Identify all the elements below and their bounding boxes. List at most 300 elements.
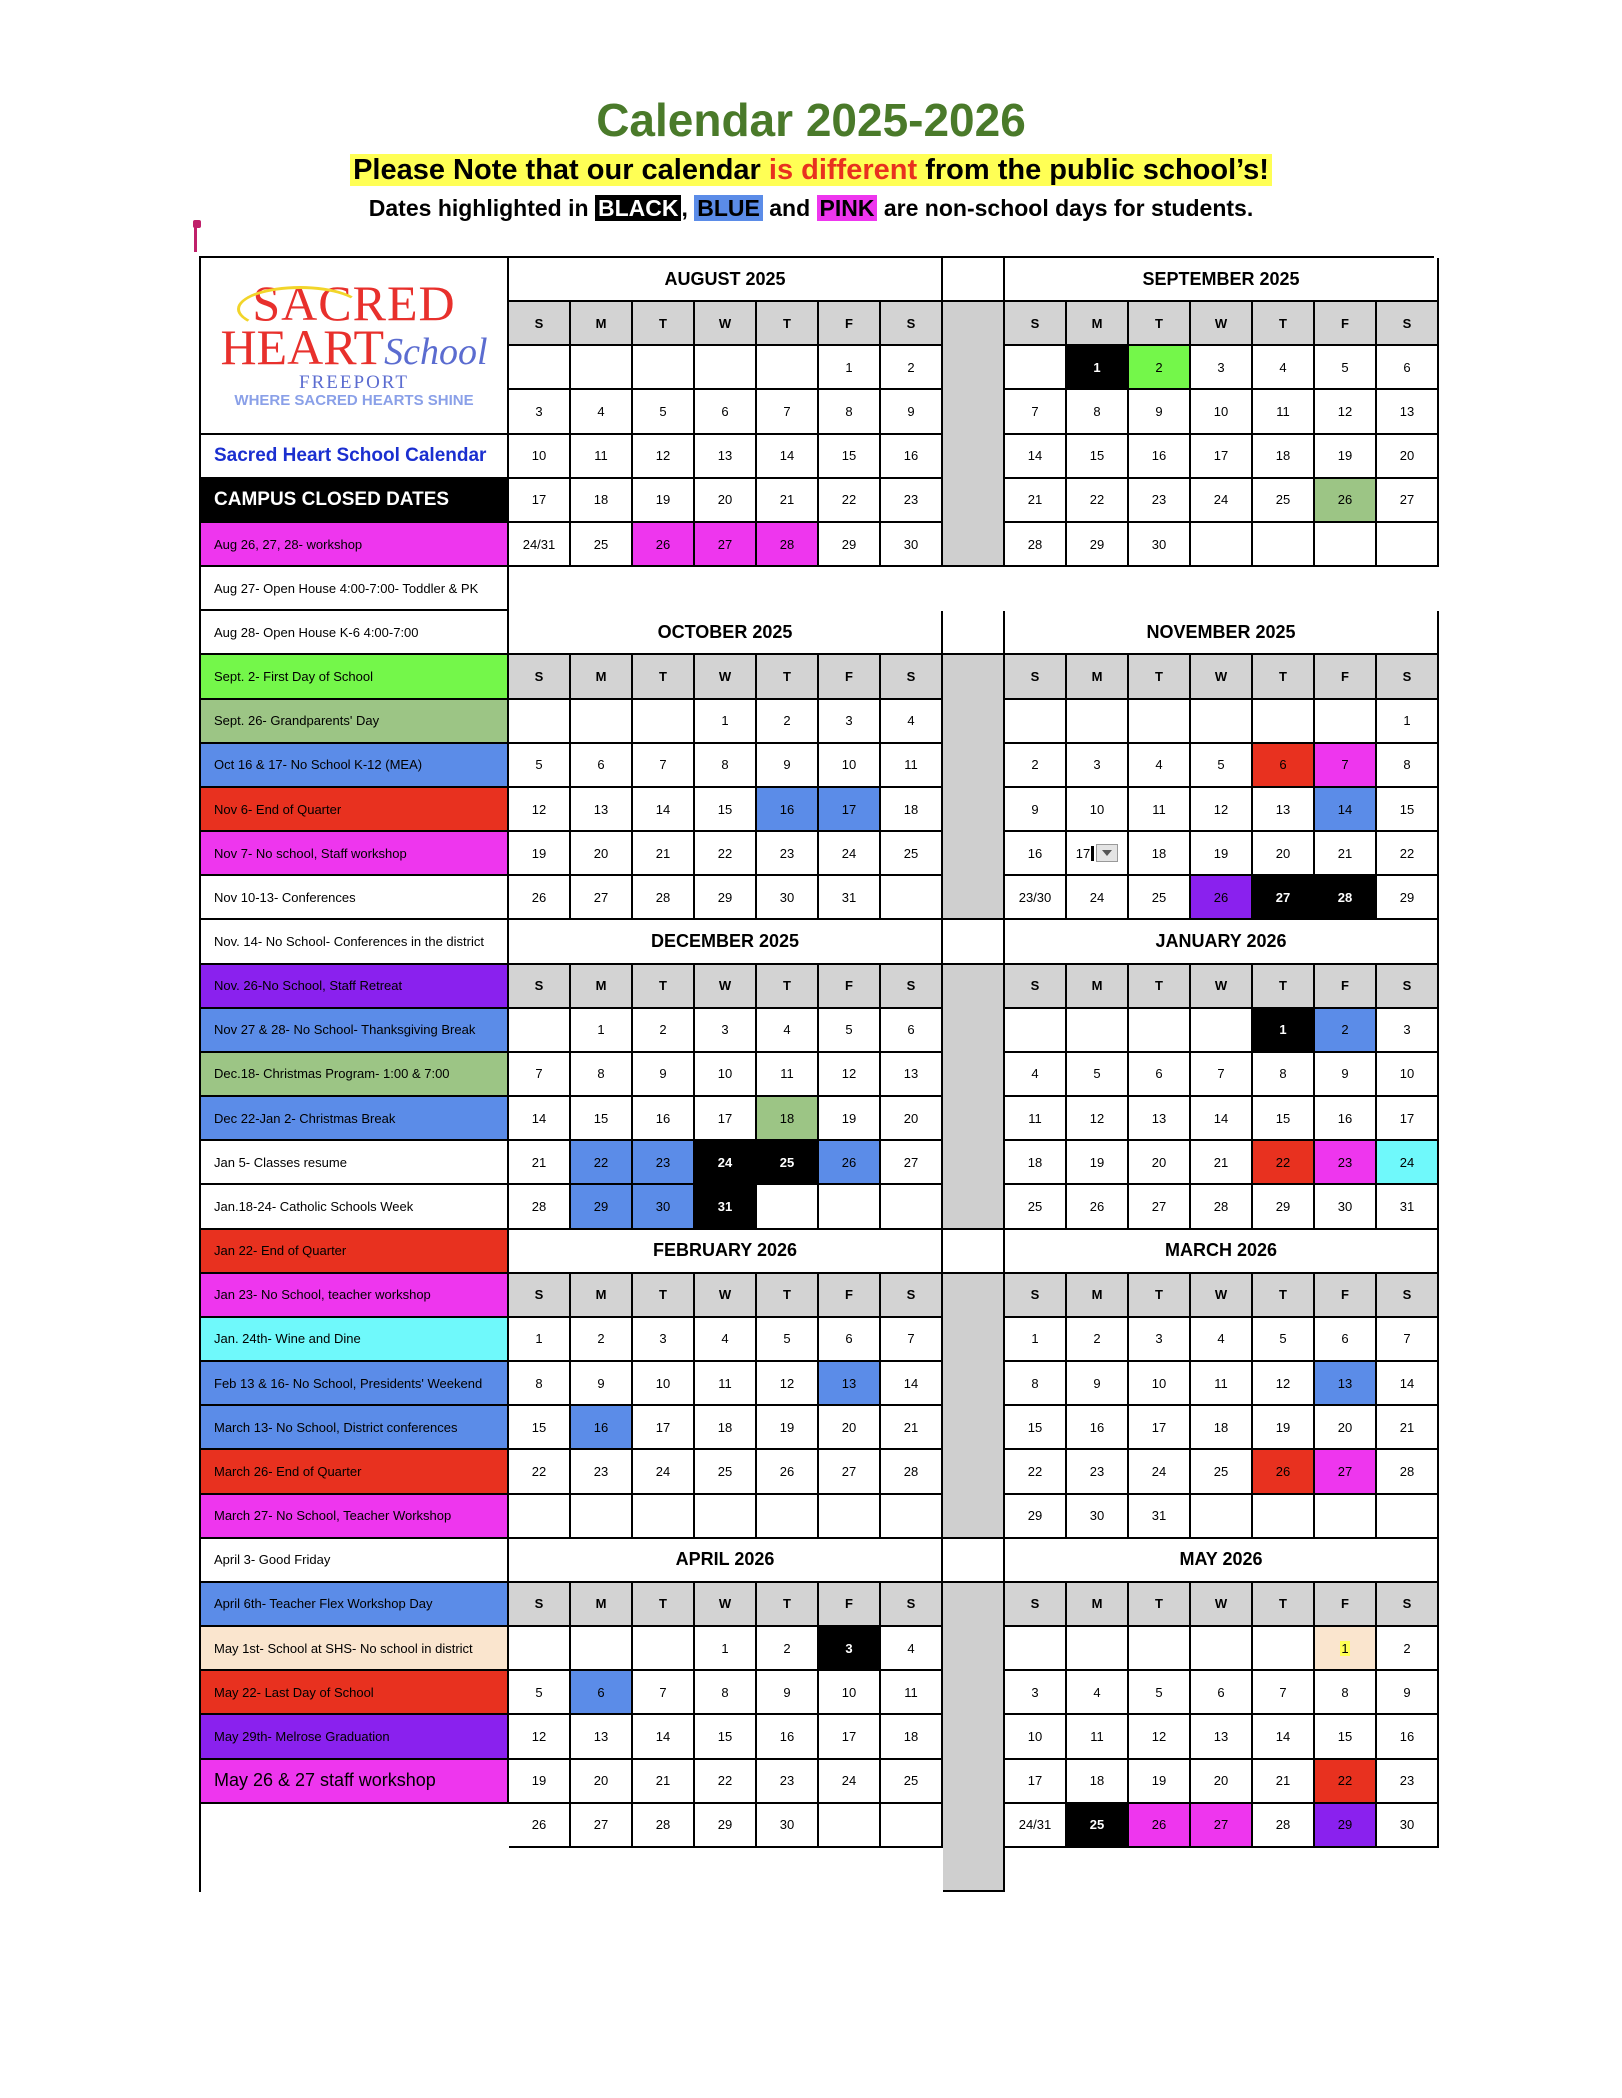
day-cell[interactable]: [509, 1495, 571, 1539]
day-cell[interactable]: 30: [1067, 1495, 1129, 1539]
day-cell[interactable]: 24: [1067, 876, 1129, 920]
day-cell[interactable]: 21: [633, 832, 695, 876]
day-cell[interactable]: 2: [1315, 1009, 1377, 1053]
day-cell[interactable]: 16: [1315, 1097, 1377, 1141]
day-cell[interactable]: 24: [695, 1141, 757, 1185]
day-cell[interactable]: 2: [757, 1627, 819, 1671]
day-cell[interactable]: 21: [1377, 1406, 1439, 1450]
day-cell[interactable]: [1005, 1009, 1067, 1053]
day-cell[interactable]: 27: [1315, 1450, 1377, 1494]
day-cell[interactable]: [633, 1627, 695, 1671]
day-cell[interactable]: 8: [1315, 1671, 1377, 1715]
day-cell[interactable]: 3: [1377, 1009, 1439, 1053]
day-cell[interactable]: 20: [1129, 1141, 1191, 1185]
day-cell[interactable]: [1191, 1627, 1253, 1671]
day-cell[interactable]: 3: [1191, 346, 1253, 390]
day-cell[interactable]: 4: [1005, 1053, 1067, 1097]
day-cell[interactable]: 29: [1377, 876, 1439, 920]
day-cell[interactable]: [1067, 832, 1129, 876]
day-cell[interactable]: 28: [1315, 876, 1377, 920]
day-cell[interactable]: [1315, 1495, 1377, 1539]
day-cell[interactable]: 13: [571, 788, 633, 832]
day-cell[interactable]: 24: [819, 832, 881, 876]
day-cell[interactable]: 20: [1315, 1406, 1377, 1450]
day-cell[interactable]: 26: [1067, 1185, 1129, 1229]
day-cell[interactable]: 20: [1191, 1760, 1253, 1804]
day-cell[interactable]: 11: [1191, 1362, 1253, 1406]
day-cell[interactable]: 10: [1005, 1715, 1067, 1759]
day-cell[interactable]: 25: [571, 523, 633, 567]
day-cell[interactable]: [1129, 1627, 1191, 1671]
day-cell[interactable]: 18: [1067, 1760, 1129, 1804]
day-cell[interactable]: 27: [571, 1804, 633, 1848]
day-cell[interactable]: 20: [819, 1406, 881, 1450]
day-cell[interactable]: 14: [1005, 435, 1067, 479]
day-cell[interactable]: [1315, 700, 1377, 744]
day-cell[interactable]: 6: [1129, 1053, 1191, 1097]
day-cell[interactable]: 11: [1129, 788, 1191, 832]
day-cell[interactable]: 13: [695, 435, 757, 479]
day-cell[interactable]: 15: [1005, 1406, 1067, 1450]
day-cell[interactable]: 11: [571, 435, 633, 479]
day-cell[interactable]: 14: [633, 788, 695, 832]
day-cell[interactable]: 21: [509, 1141, 571, 1185]
day-cell[interactable]: [633, 700, 695, 744]
day-cell[interactable]: 30: [1377, 1804, 1439, 1848]
day-cell[interactable]: [881, 876, 943, 920]
day-cell[interactable]: 11: [757, 1053, 819, 1097]
day-cell[interactable]: [509, 1627, 571, 1671]
day-cell[interactable]: [757, 1185, 819, 1229]
day-cell[interactable]: 9: [1377, 1671, 1439, 1715]
day-cell[interactable]: 2: [1377, 1627, 1439, 1671]
day-cell[interactable]: [1191, 700, 1253, 744]
day-cell[interactable]: 11: [1253, 390, 1315, 434]
day-cell[interactable]: 12: [1315, 390, 1377, 434]
day-cell[interactable]: 6: [571, 1671, 633, 1715]
day-cell[interactable]: 25: [1067, 1804, 1129, 1848]
day-cell[interactable]: 2: [1129, 346, 1191, 390]
day-cell[interactable]: 12: [633, 435, 695, 479]
day-cell[interactable]: 19: [1315, 435, 1377, 479]
day-cell[interactable]: 12: [757, 1362, 819, 1406]
day-cell[interactable]: [757, 346, 819, 390]
day-cell[interactable]: 26: [1191, 876, 1253, 920]
day-cell[interactable]: 9: [633, 1053, 695, 1097]
day-cell[interactable]: 16: [1129, 435, 1191, 479]
day-cell[interactable]: 25: [757, 1141, 819, 1185]
day-cell[interactable]: 19: [757, 1406, 819, 1450]
day-cell[interactable]: 30: [881, 523, 943, 567]
day-cell[interactable]: 10: [509, 435, 571, 479]
day-cell[interactable]: 17: [819, 1715, 881, 1759]
day-cell[interactable]: 13: [1129, 1097, 1191, 1141]
day-cell[interactable]: 18: [1129, 832, 1191, 876]
day-cell[interactable]: [819, 1804, 881, 1848]
day-cell[interactable]: 28: [881, 1450, 943, 1494]
day-cell[interactable]: 28: [509, 1185, 571, 1229]
day-cell[interactable]: 23: [571, 1450, 633, 1494]
day-cell[interactable]: 7: [1253, 1671, 1315, 1715]
day-cell[interactable]: 8: [1067, 390, 1129, 434]
day-cell[interactable]: 25: [1005, 1185, 1067, 1229]
day-cell[interactable]: 14: [757, 435, 819, 479]
day-cell[interactable]: 21: [1253, 1760, 1315, 1804]
day-cell[interactable]: 4: [695, 1318, 757, 1362]
day-cell[interactable]: 14: [1253, 1715, 1315, 1759]
day-cell[interactable]: [1067, 1627, 1129, 1671]
day-cell[interactable]: 15: [1377, 788, 1439, 832]
day-cell[interactable]: 26: [1129, 1804, 1191, 1848]
day-cell[interactable]: 18: [695, 1406, 757, 1450]
day-cell[interactable]: [695, 346, 757, 390]
day-cell[interactable]: 14: [509, 1097, 571, 1141]
day-cell[interactable]: 24: [1191, 479, 1253, 523]
day-cell[interactable]: 4: [1253, 346, 1315, 390]
day-cell[interactable]: 25: [1191, 1450, 1253, 1494]
day-cell[interactable]: 22: [1377, 832, 1439, 876]
day-cell[interactable]: 16: [571, 1406, 633, 1450]
day-cell[interactable]: [1377, 1495, 1439, 1539]
day-cell[interactable]: 6: [695, 390, 757, 434]
day-cell[interactable]: 8: [695, 744, 757, 788]
day-cell[interactable]: 20: [695, 479, 757, 523]
day-cell[interactable]: 19: [633, 479, 695, 523]
day-cell[interactable]: [1129, 700, 1191, 744]
day-cell[interactable]: 10: [633, 1362, 695, 1406]
day-cell[interactable]: 17: [1377, 1097, 1439, 1141]
day-cell[interactable]: 8: [571, 1053, 633, 1097]
day-cell[interactable]: 7: [633, 744, 695, 788]
day-cell[interactable]: 22: [1315, 1760, 1377, 1804]
day-cell[interactable]: 30: [757, 1804, 819, 1848]
day-cell[interactable]: 20: [1253, 832, 1315, 876]
day-cell[interactable]: 5: [509, 1671, 571, 1715]
day-cell[interactable]: 22: [1005, 1450, 1067, 1494]
day-cell[interactable]: 20: [571, 1760, 633, 1804]
day-cell[interactable]: [1067, 1009, 1129, 1053]
day-cell[interactable]: 28: [1377, 1450, 1439, 1494]
day-cell[interactable]: 24/31: [509, 523, 571, 567]
day-cell[interactable]: 27: [1377, 479, 1439, 523]
day-cell[interactable]: 18: [881, 1715, 943, 1759]
day-cell[interactable]: 5: [1191, 744, 1253, 788]
day-cell[interactable]: 2: [571, 1318, 633, 1362]
day-cell[interactable]: 9: [881, 390, 943, 434]
day-cell[interactable]: 25: [1129, 876, 1191, 920]
day-cell[interactable]: 8: [1377, 744, 1439, 788]
day-cell[interactable]: 29: [1253, 1185, 1315, 1229]
day-cell[interactable]: 4: [881, 700, 943, 744]
day-cell[interactable]: 8: [1005, 1362, 1067, 1406]
day-cell[interactable]: 3: [1067, 744, 1129, 788]
day-cell[interactable]: [571, 1627, 633, 1671]
day-cell[interactable]: 1: [819, 346, 881, 390]
day-cell[interactable]: [819, 1495, 881, 1539]
day-cell[interactable]: 20: [1377, 435, 1439, 479]
day-cell[interactable]: 17: [1005, 1760, 1067, 1804]
day-cell[interactable]: [571, 346, 633, 390]
day-cell[interactable]: [1253, 523, 1315, 567]
day-cell[interactable]: 7: [1377, 1318, 1439, 1362]
day-cell[interactable]: 5: [633, 390, 695, 434]
day-cell[interactable]: 19: [1253, 1406, 1315, 1450]
day-cell[interactable]: 1: [1253, 1009, 1315, 1053]
day-cell[interactable]: 19: [1129, 1760, 1191, 1804]
day-cell[interactable]: 29: [1067, 523, 1129, 567]
day-cell[interactable]: 15: [1315, 1715, 1377, 1759]
day-cell[interactable]: 7: [1191, 1053, 1253, 1097]
day-cell[interactable]: 1: [695, 1627, 757, 1671]
day-cell[interactable]: 4: [1191, 1318, 1253, 1362]
day-cell[interactable]: 13: [881, 1053, 943, 1097]
day-cell[interactable]: 13: [1377, 390, 1439, 434]
day-cell[interactable]: 19: [1067, 1141, 1129, 1185]
day-cell[interactable]: 25: [881, 1760, 943, 1804]
day-cell[interactable]: 9: [1067, 1362, 1129, 1406]
day-cell[interactable]: 9: [757, 1671, 819, 1715]
day-cell[interactable]: 11: [881, 744, 943, 788]
day-cell[interactable]: [695, 1495, 757, 1539]
day-cell[interactable]: 2: [1067, 1318, 1129, 1362]
day-cell[interactable]: 2: [1005, 744, 1067, 788]
day-cell[interactable]: 9: [571, 1362, 633, 1406]
day-cell[interactable]: 2: [633, 1009, 695, 1053]
day-cell[interactable]: 3: [819, 1627, 881, 1671]
day-cell[interactable]: 13: [1253, 788, 1315, 832]
day-cell[interactable]: 8: [509, 1362, 571, 1406]
day-cell[interactable]: 3: [509, 390, 571, 434]
day-cell[interactable]: 11: [881, 1671, 943, 1715]
day-cell[interactable]: 31: [695, 1185, 757, 1229]
day-cell[interactable]: 9: [1005, 788, 1067, 832]
day-cell[interactable]: 3: [633, 1318, 695, 1362]
day-cell[interactable]: 10: [819, 1671, 881, 1715]
day-cell[interactable]: 16: [1067, 1406, 1129, 1450]
day-cell[interactable]: 17: [633, 1406, 695, 1450]
day-cell[interactable]: 25: [695, 1450, 757, 1494]
day-cell[interactable]: 7: [757, 390, 819, 434]
day-cell[interactable]: 18: [1191, 1406, 1253, 1450]
day-cell[interactable]: [1191, 1495, 1253, 1539]
day-cell[interactable]: 10: [1377, 1053, 1439, 1097]
day-cell[interactable]: [819, 1185, 881, 1229]
day-cell[interactable]: 24: [633, 1450, 695, 1494]
day-cell[interactable]: [881, 1804, 943, 1848]
day-cell[interactable]: 9: [1315, 1053, 1377, 1097]
day-cell[interactable]: 28: [1191, 1185, 1253, 1229]
day-cell[interactable]: 6: [819, 1318, 881, 1362]
day-cell[interactable]: 22: [1067, 479, 1129, 523]
day-cell[interactable]: [509, 346, 571, 390]
day-cell[interactable]: 30: [1315, 1185, 1377, 1229]
day-cell[interactable]: 30: [757, 876, 819, 920]
day-cell[interactable]: [881, 1185, 943, 1229]
day-cell[interactable]: 21: [881, 1406, 943, 1450]
day-cell[interactable]: 13: [1191, 1715, 1253, 1759]
day-cell[interactable]: 20: [571, 832, 633, 876]
day-cell[interactable]: 26: [819, 1141, 881, 1185]
day-cell[interactable]: [509, 1009, 571, 1053]
day-cell[interactable]: 27: [571, 876, 633, 920]
day-cell[interactable]: 5: [1315, 346, 1377, 390]
day-cell[interactable]: 23: [757, 832, 819, 876]
dropdown-chevron-icon[interactable]: [1096, 844, 1118, 862]
day-cell[interactable]: 21: [1191, 1141, 1253, 1185]
day-cell[interactable]: [1253, 700, 1315, 744]
day-cell[interactable]: 12: [509, 788, 571, 832]
day-cell[interactable]: 13: [1315, 1362, 1377, 1406]
day-cell[interactable]: 16: [757, 788, 819, 832]
day-cell[interactable]: [1253, 1495, 1315, 1539]
day-cell[interactable]: 6: [1315, 1318, 1377, 1362]
day-cell[interactable]: [1005, 700, 1067, 744]
day-cell[interactable]: 28: [757, 523, 819, 567]
day-cell[interactable]: [1129, 1009, 1191, 1053]
day-cell[interactable]: 27: [881, 1141, 943, 1185]
day-cell[interactable]: 28: [1253, 1804, 1315, 1848]
day-cell[interactable]: 13: [571, 1715, 633, 1759]
comment-marker-icon[interactable]: [193, 220, 199, 252]
day-cell[interactable]: 18: [1253, 435, 1315, 479]
day-cell[interactable]: 23: [757, 1760, 819, 1804]
day-cell[interactable]: 16: [1377, 1715, 1439, 1759]
day-cell[interactable]: 7: [509, 1053, 571, 1097]
day-cell[interactable]: [571, 1495, 633, 1539]
day-cell[interactable]: 15: [1067, 435, 1129, 479]
day-cell[interactable]: 5: [1253, 1318, 1315, 1362]
day-cell[interactable]: 12: [819, 1053, 881, 1097]
day-cell[interactable]: 29: [819, 523, 881, 567]
day-cell[interactable]: [1315, 1627, 1377, 1671]
day-cell[interactable]: 23: [881, 479, 943, 523]
day-cell[interactable]: 14: [881, 1362, 943, 1406]
day-cell[interactable]: [571, 700, 633, 744]
day-cell[interactable]: 12: [1191, 788, 1253, 832]
day-cell[interactable]: 27: [819, 1450, 881, 1494]
day-cell[interactable]: 3: [819, 700, 881, 744]
day-cell[interactable]: [509, 700, 571, 744]
day-cell[interactable]: 3: [1005, 1671, 1067, 1715]
day-cell[interactable]: 22: [509, 1450, 571, 1494]
day-cell[interactable]: 19: [1191, 832, 1253, 876]
day-cell[interactable]: 23: [1315, 1141, 1377, 1185]
day-cell[interactable]: 12: [1253, 1362, 1315, 1406]
day-cell[interactable]: 27: [695, 523, 757, 567]
day-cell[interactable]: 8: [819, 390, 881, 434]
day-cell[interactable]: 29: [695, 1804, 757, 1848]
day-cell[interactable]: 2: [757, 700, 819, 744]
day-cell[interactable]: 16: [881, 435, 943, 479]
day-cell[interactable]: 23: [1129, 479, 1191, 523]
day-cell[interactable]: 5: [1067, 1053, 1129, 1097]
day-cell[interactable]: 14: [1191, 1097, 1253, 1141]
day-cell[interactable]: 30: [633, 1185, 695, 1229]
day-cell[interactable]: [1005, 1627, 1067, 1671]
day-cell[interactable]: 1: [695, 700, 757, 744]
day-cell[interactable]: 17: [1191, 435, 1253, 479]
day-cell[interactable]: 13: [819, 1362, 881, 1406]
day-cell[interactable]: 28: [633, 876, 695, 920]
day-cell[interactable]: 7: [1315, 744, 1377, 788]
day-cell[interactable]: 29: [1005, 1495, 1067, 1539]
day-cell[interactable]: 4: [1129, 744, 1191, 788]
day-cell[interactable]: 12: [1129, 1715, 1191, 1759]
day-cell[interactable]: 19: [819, 1097, 881, 1141]
day-cell[interactable]: [881, 1495, 943, 1539]
day-cell[interactable]: 1: [1377, 700, 1439, 744]
day-cell[interactable]: 28: [633, 1804, 695, 1848]
day-cell[interactable]: 5: [819, 1009, 881, 1053]
day-cell[interactable]: 12: [1067, 1097, 1129, 1141]
day-cell[interactable]: 6: [1191, 1671, 1253, 1715]
day-cell[interactable]: 21: [1315, 832, 1377, 876]
day-cell[interactable]: 4: [881, 1627, 943, 1671]
day-cell[interactable]: 23: [1377, 1760, 1439, 1804]
day-cell[interactable]: 23/30: [1005, 876, 1067, 920]
day-cell[interactable]: 22: [571, 1141, 633, 1185]
day-cell[interactable]: 22: [695, 1760, 757, 1804]
day-cell[interactable]: 29: [1315, 1804, 1377, 1848]
day-cell[interactable]: 4: [1067, 1671, 1129, 1715]
day-cell[interactable]: 1: [1067, 346, 1129, 390]
day-cell[interactable]: 22: [819, 479, 881, 523]
day-cell[interactable]: 29: [695, 876, 757, 920]
day-cell[interactable]: 31: [1129, 1495, 1191, 1539]
day-cell[interactable]: 10: [1067, 788, 1129, 832]
day-cell[interactable]: 10: [1129, 1362, 1191, 1406]
day-cell[interactable]: 16: [1005, 832, 1067, 876]
day-cell[interactable]: 9: [757, 744, 819, 788]
day-cell[interactable]: 26: [509, 876, 571, 920]
day-cell[interactable]: 26: [1315, 479, 1377, 523]
day-cell[interactable]: 26: [633, 523, 695, 567]
day-cell[interactable]: [1067, 700, 1129, 744]
day-cell[interactable]: 18: [757, 1097, 819, 1141]
day-cell[interactable]: 12: [509, 1715, 571, 1759]
day-cell[interactable]: 20: [881, 1097, 943, 1141]
day-cell[interactable]: [1191, 523, 1253, 567]
day-cell[interactable]: 3: [695, 1009, 757, 1053]
day-cell[interactable]: 26: [757, 1450, 819, 1494]
day-cell[interactable]: 10: [695, 1053, 757, 1097]
day-cell[interactable]: 17: [695, 1097, 757, 1141]
day-cell[interactable]: 14: [633, 1715, 695, 1759]
day-cell[interactable]: 16: [757, 1715, 819, 1759]
day-cell[interactable]: [1005, 346, 1067, 390]
day-cell[interactable]: 26: [509, 1804, 571, 1848]
day-cell[interactable]: 18: [571, 479, 633, 523]
day-cell[interactable]: 17: [819, 788, 881, 832]
day-cell[interactable]: 10: [819, 744, 881, 788]
day-cell[interactable]: 8: [1253, 1053, 1315, 1097]
day-cell[interactable]: 31: [819, 876, 881, 920]
day-cell[interactable]: 11: [1005, 1097, 1067, 1141]
day-cell[interactable]: 23: [1067, 1450, 1129, 1494]
day-cell[interactable]: [1253, 1627, 1315, 1671]
day-cell[interactable]: 6: [571, 744, 633, 788]
day-cell[interactable]: 23: [633, 1141, 695, 1185]
day-cell[interactable]: 9: [1129, 390, 1191, 434]
day-cell[interactable]: 15: [695, 1715, 757, 1759]
day-cell[interactable]: 15: [509, 1406, 571, 1450]
day-cell[interactable]: 5: [1129, 1671, 1191, 1715]
day-cell[interactable]: 24: [819, 1760, 881, 1804]
day-cell[interactable]: 31: [1377, 1185, 1439, 1229]
day-cell[interactable]: 25: [881, 832, 943, 876]
day-cell[interactable]: 28: [1005, 523, 1067, 567]
day-cell[interactable]: 7: [633, 1671, 695, 1715]
